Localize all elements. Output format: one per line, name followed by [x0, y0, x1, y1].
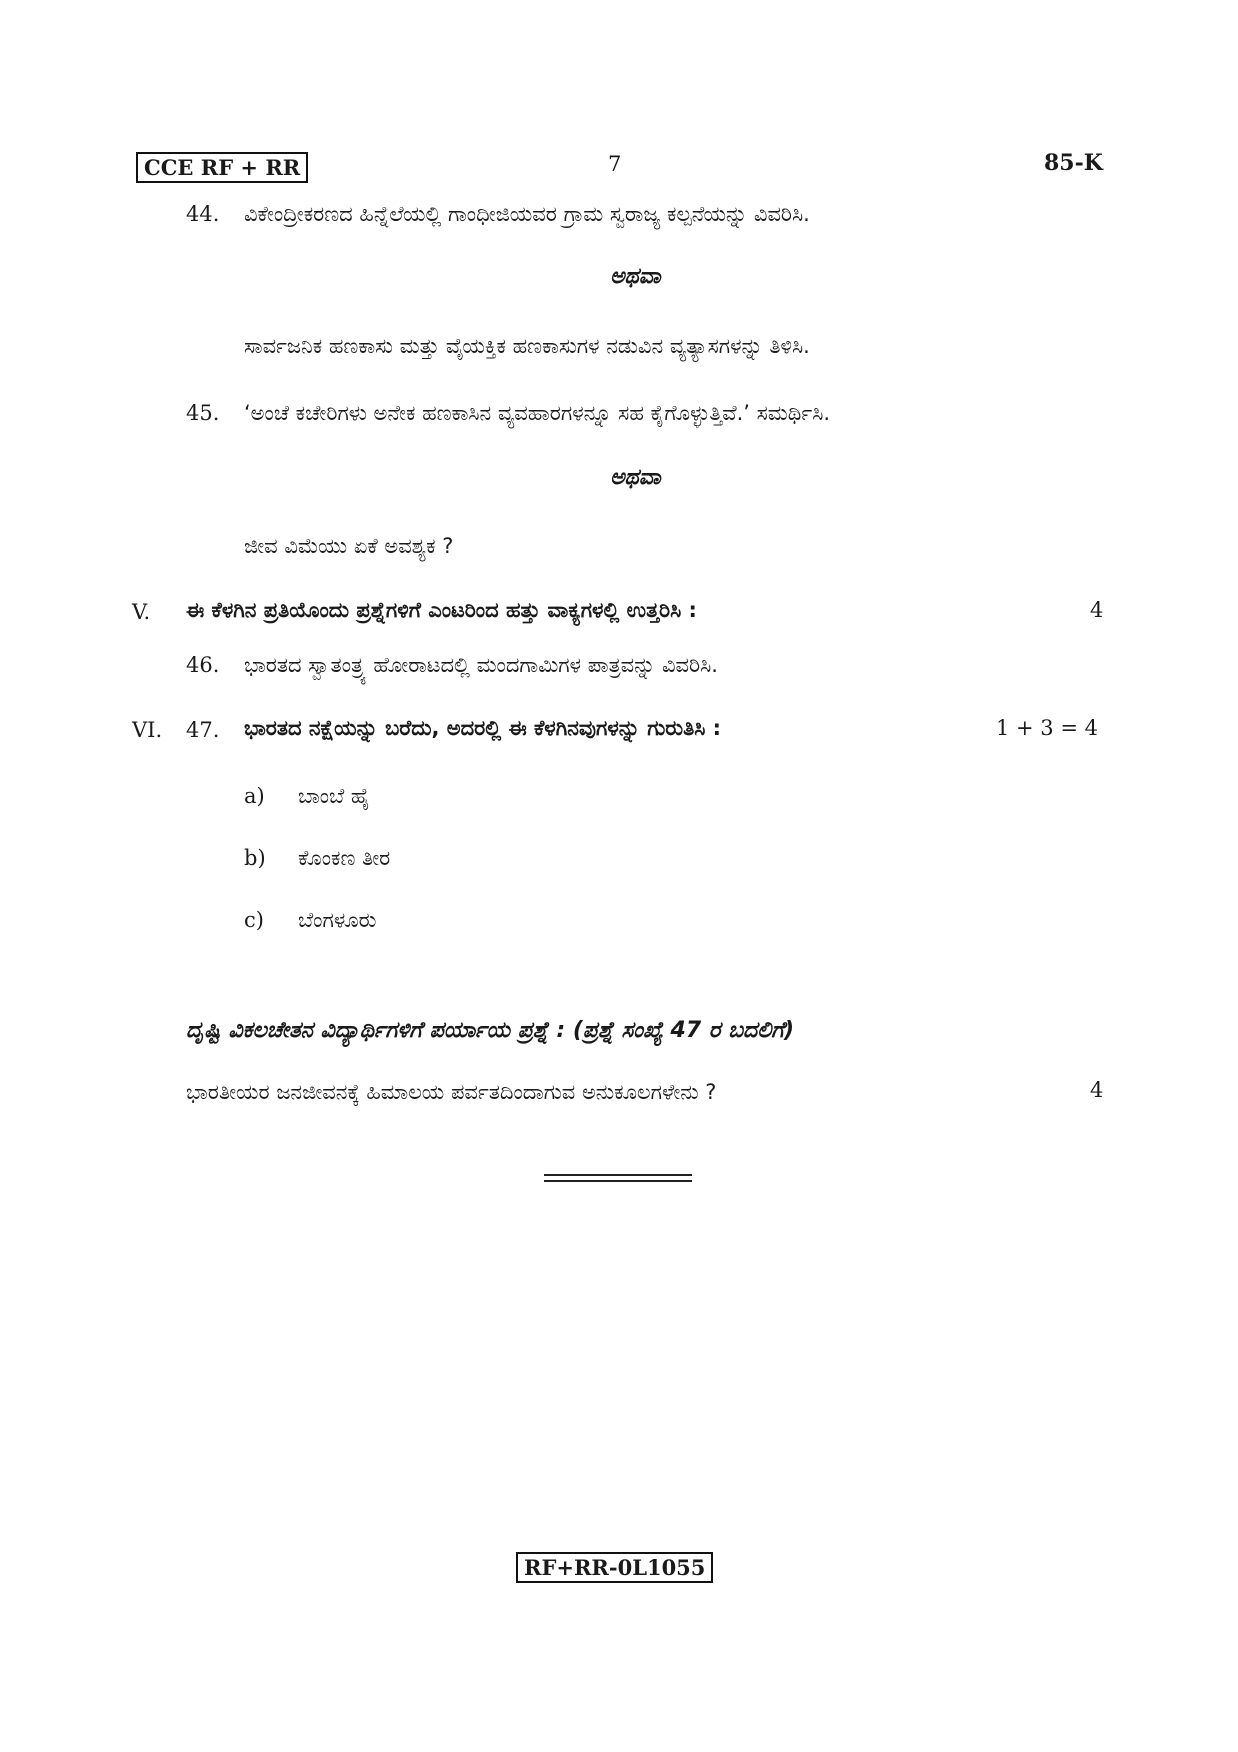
- option-b-label: b): [244, 846, 266, 870]
- end-rule-top: [544, 1174, 692, 1176]
- section-v-roman: V.: [132, 600, 151, 624]
- question-44-text: ವಿಕೇಂದ್ರೀಕರಣದ ಹಿನ್ನೆಲೆಯಲ್ಲಿ ಗಾಂಧೀಜಿಯವರ ಗ್ರಾಮ ಸ್ವರಾಜ್ಯ ಕಲ್ಪನೆಯನ್ನು ವಿವರಿಸಿ.: [244, 202, 810, 226]
- footer-code: RF+RR-0L1055: [516, 1552, 713, 1583]
- section-vi-roman: VI.: [132, 718, 163, 742]
- question-number-44: 44.: [186, 202, 220, 226]
- q44-or: ಅಥವಾ: [610, 264, 661, 289]
- question-number-45: 45.: [186, 401, 220, 425]
- option-b-text: ಕೊಂಕಣ ತೀರ: [298, 846, 391, 870]
- question-45-alt-text: ಜೀವ ವಿಮೆಯು ಏಕೆ ಅವಶ್ಯಕ ?: [244, 534, 454, 558]
- question-47-marks: 1 + 3 = 4: [996, 716, 1098, 740]
- option-a-label: a): [244, 784, 265, 808]
- alt-question-heading: ದೃಷ್ಟಿ ವಿಕಲಚೇತನ ವಿದ್ಯಾರ್ಥಿಗಳಿಗೆ ಪರ್ಯಾಯ ಪ್ರಶ್ನೆ : (ಪ್ರಶ್ನೆ ಸಂಖ್ಯೆ 47 ರ ಬದಲಿಗೆ): [186, 1018, 795, 1043]
- header-right-code: 85-K: [1044, 150, 1103, 176]
- question-number-46: 46.: [186, 653, 220, 677]
- q45-or: ಅಥವಾ: [610, 465, 661, 490]
- section-v-marks: 4: [1090, 598, 1104, 622]
- question-47-instruction: ಭಾರತದ ನಕ್ಷೆಯನ್ನು ಬರೆದು, ಅದರಲ್ಲಿ ಈ ಕೆಳಗಿನವುಗಳನ್ನು ಗುರುತಿಸಿ :: [244, 716, 722, 740]
- question-45-text: ‘ಅಂಚೆ ಕಚೇರಿಗಳು ಅನೇಕ ಹಣಕಾಸಿನ ವ್ಯವಹಾರಗಳನ್ನೂ ಸಹ ಕೈಗೊಳ್ಳುತ್ತಿವೆ.’ ಸಮರ್ಥಿಸಿ.: [244, 401, 831, 425]
- end-rule-bottom: [544, 1180, 692, 1182]
- question-44-alt-text: ಸಾರ್ವಜನಿಕ ಹಣಕಾಸು ಮತ್ತು ವೈಯಕ್ತಿಕ ಹಣಕಾಸುಗಳ ನಡುವಿನ ವ್ಯತ್ಯಾಸಗಳನ್ನು ತಿಳಿಸಿ.: [244, 334, 810, 358]
- option-a-text: ಬಾಂಬೆ ಹೈ: [298, 784, 370, 808]
- alt-question-marks: 4: [1090, 1078, 1104, 1102]
- alt-question-text: ಭಾರತೀಯರ ಜನಜೀವನಕ್ಕೆ ಹಿಮಾಲಯ ಪರ್ವತದಿಂದಾಗುವ ಅನುಕೂಲಗಳೇನು ?: [186, 1080, 717, 1104]
- section-v-instruction: ಈ ಕೆಳಗಿನ ಪ್ರತಿಯೊಂದು ಪ್ರಶ್ನೆಗಳಿಗೆ ಎಂಟರಿಂದ ಹತ್ತು ವಾಕ್ಯಗಳಲ್ಲಿ ಉತ್ತರಿಸಿ :: [186, 598, 697, 622]
- option-c-label: c): [244, 908, 264, 932]
- question-number-47: 47.: [186, 718, 220, 742]
- option-c-text: ಬೆಂಗಳೂರು: [298, 908, 377, 932]
- header-left-code: CCE RF + RR: [136, 152, 308, 183]
- question-46-text: ಭಾರತದ ಸ್ವಾತಂತ್ರ್ಯ ಹೋರಾಟದಲ್ಲಿ ಮಂದಗಾಮಿಗಳ ಪಾತ್ರವನ್ನು ವಿವರಿಸಿ.: [244, 653, 718, 677]
- page-number: 7: [608, 152, 622, 176]
